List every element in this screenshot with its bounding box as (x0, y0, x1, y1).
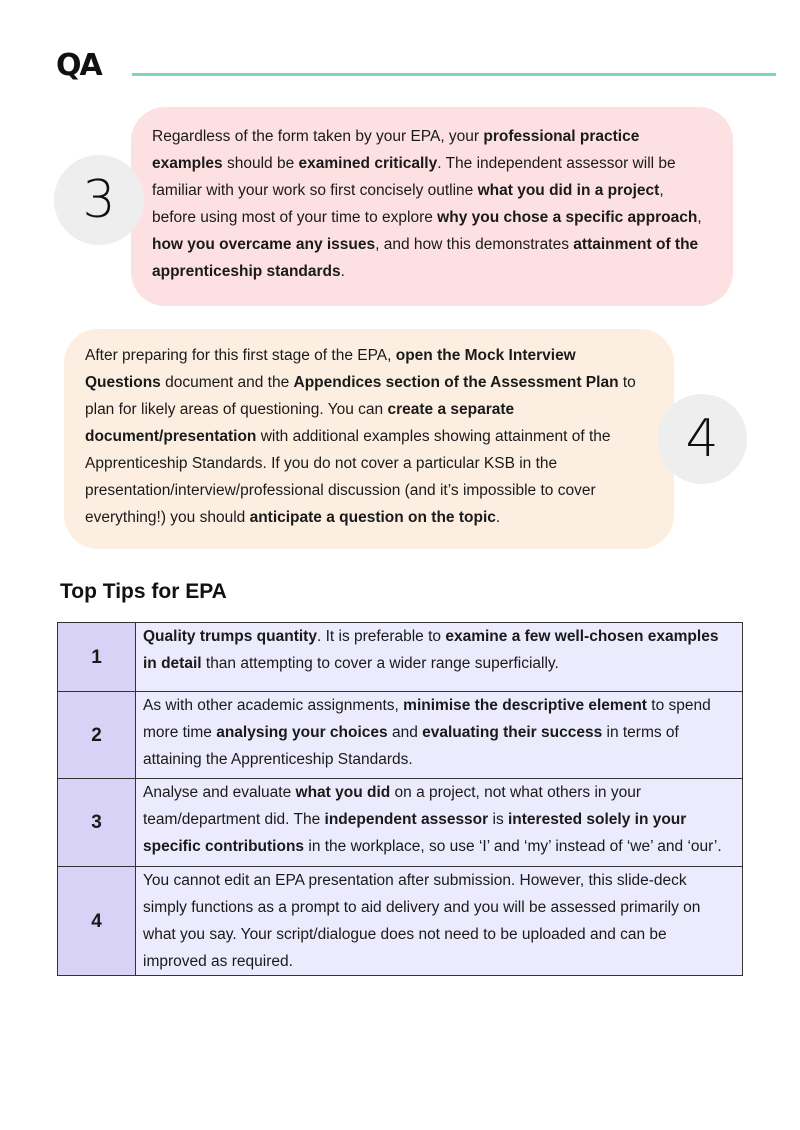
tip-number: 4 (58, 867, 136, 976)
text-run: should be (222, 155, 299, 172)
tip-number: 1 (58, 623, 136, 692)
tip-row (58, 692, 743, 779)
bold-text: independent assessor (324, 811, 489, 828)
text-run: Analyse and evaluate (143, 784, 296, 801)
bold-text: examine a few well-chosen examples in detail (143, 628, 719, 672)
text-run: . It is preferable to (316, 628, 446, 645)
bold-text: professional practice examples (152, 128, 640, 172)
tip-number: 2 (58, 692, 136, 779)
bold-text: open the Mock Interview Questions (85, 347, 576, 391)
bold-text: why you chose a specific approach (437, 209, 698, 226)
bold-text: Appendices section of the Assessment Plan (293, 374, 619, 391)
tip-text (136, 623, 743, 692)
text-run: than attempting to cover a wider range superficially. (201, 655, 559, 672)
text-run: in terms of attaining the Apprenticeship Standards. (143, 724, 679, 768)
step-4-card (64, 329, 674, 549)
text-run: . The independent assessor will be familiar with your work so first concisely outline (152, 155, 676, 199)
bold-text: interested solely in your specific contributions (143, 811, 687, 855)
qa-logo: QA (56, 48, 101, 83)
text-run: to plan for likely areas of questioning. You can (85, 374, 636, 418)
bold-text: create a separate document/presentation (85, 401, 515, 445)
tips-heading: Top Tips for EPA (60, 580, 227, 603)
step-3-text (152, 123, 703, 285)
bold-text: anticipate a question on the topic (249, 509, 496, 526)
tip-row (58, 623, 743, 692)
tip-row (58, 779, 743, 867)
bold-text: what you did (295, 784, 391, 801)
tip-number: 3 (58, 779, 136, 867)
text-run: document and the (160, 374, 294, 391)
text-run: , (697, 209, 702, 226)
step-3-card (131, 107, 733, 306)
step-4-number: 4 (657, 394, 747, 484)
header-divider (132, 73, 776, 76)
tip-row (58, 867, 743, 976)
text-run: on a project, not what others in your team/department did. The (143, 784, 641, 828)
text-run: , and how this demonstrates (375, 236, 574, 253)
text-run: and (387, 724, 423, 741)
bold-text: evaluating their success (422, 724, 603, 741)
bold-text: what you did in a project (477, 182, 660, 199)
bold-text: minimise the descriptive element (403, 697, 647, 714)
tip-text (136, 867, 743, 976)
text-run: is (488, 811, 508, 828)
text-run: After preparing for this first stage of the EPA, (85, 347, 396, 364)
bold-text: attainment of the apprenticeship standards (152, 236, 699, 280)
step-4-text (85, 342, 644, 531)
text-run: in the workplace, so use ‘I’ and ‘my’ instead of ‘we’ and ‘our’. (304, 838, 722, 855)
bold-text: examined critically (298, 155, 438, 172)
tips-table (57, 622, 743, 976)
tip-text (136, 779, 743, 867)
bold-text: Quality trumps quantity (143, 628, 317, 645)
text-run: , before using most of your time to explore (152, 182, 664, 226)
tip-text (136, 692, 743, 779)
text-run: Regardless of the form taken by your EPA, your (152, 128, 484, 145)
text-run: to spend more time (143, 697, 711, 741)
text-run: As with other academic assignments, (143, 697, 404, 714)
text-run: with additional examples showing attainment of the Apprenticeship Standards. If you do not cover a particular KSB in the presentation/interview/professional discussion (and it’s impossible to cover everything!) you should (85, 428, 611, 526)
bold-text: how you overcame any issues (152, 236, 376, 253)
step-3-number: 3 (54, 155, 144, 245)
text-run: . (340, 263, 345, 280)
text-run: . (495, 509, 501, 526)
bold-text: analysing your choices (216, 724, 388, 741)
text-run: You cannot edit an EPA presentation after submission. However, this slide-deck simply functions as a prompt to aid delivery and you will be assessed primarily on what you say. Your script/dialogue does not need to be uploaded and can be improved as required. (143, 872, 701, 970)
